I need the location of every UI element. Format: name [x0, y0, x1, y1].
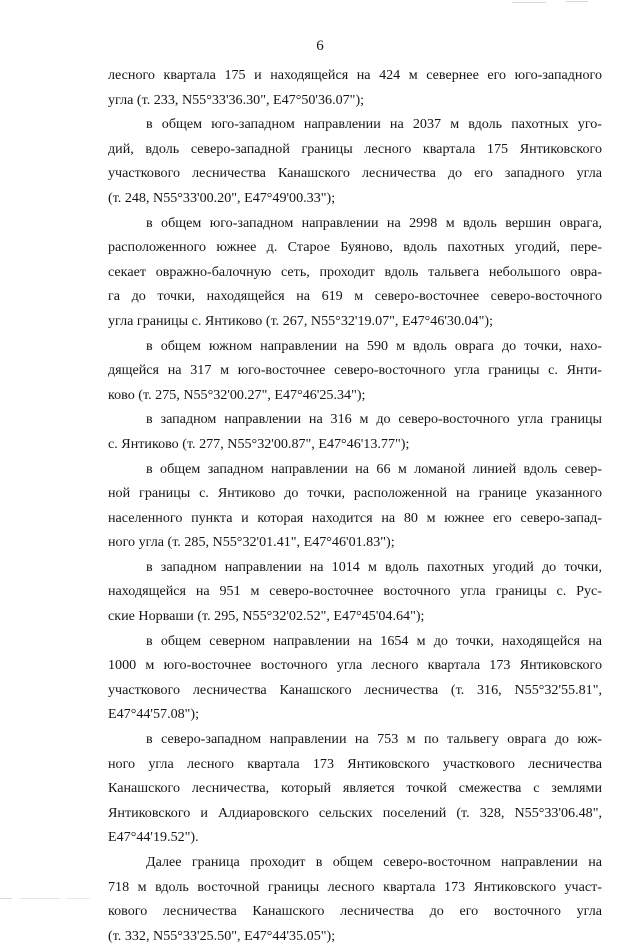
text-line: в западном направлении на 316 м до северо-восточного угла границы — [146, 411, 602, 428]
text-line: населенного пункта и которая находится на 80 м южнее его северо-запад- — [108, 509, 602, 526]
text-line: Янтиковского и Алдиаровского сельских поселений (т. 328, N55°33'06.48", — [108, 804, 602, 821]
text-line: дящейся на 317 м юго-восточнее северо-восточного угла границы с. Янти- — [108, 362, 602, 379]
text-line: E47°44'57.08"); — [108, 706, 200, 723]
text-line: в общем западном направлении на 66 м ломаной линией вдоль север- — [146, 460, 602, 477]
scan-artifact — [566, 1, 588, 2]
text-line: угла границы с. Янтиково (т. 267, N55°32'19.07", E47°46'30.04"); — [108, 312, 494, 329]
text-line: в общем южном направлении на 590 м вдоль оврага до точки, нахо- — [146, 337, 602, 354]
text-line: E47°44'19.52"). — [108, 829, 199, 846]
text-line: в общем юго-западном направлении на 2998 м вдоль вершин оврага, — [146, 214, 602, 231]
scan-artifact — [0, 898, 12, 899]
text-line: в северо-западном направлении на 753 м по тальвегу оврага до юж- — [146, 731, 602, 748]
text-line: (т. 248, N55°33'00.20", E47°49'00.33"); — [108, 189, 336, 206]
text-line: (т. 332, N55°33'25.50", E47°44'35.05"); — [108, 927, 336, 944]
text-line: лесного квартала 175 и находящейся на 424 м севернее его юго-западного — [108, 67, 602, 83]
text-line: 718 м вдоль восточной границы лесного квартала 173 Янтиковского участ- — [108, 878, 602, 895]
text-line: секает овражно-балочную сеть, проходит вдоль тальвега небольшого овра- — [108, 263, 602, 280]
text-line: ного угла (т. 285, N55°32'01.41", E47°46'01.83"); — [108, 534, 395, 551]
text-line: в общем северном направлении на 1654 м до точки, находящейся на — [146, 632, 602, 649]
text-line: га до точки, находящейся на 619 м северо-восточнее северо-восточного — [108, 288, 602, 305]
text-line: в общем юго-западном направлении на 2037 м вдоль пахотных уго- — [146, 116, 602, 133]
scan-artifact — [512, 2, 546, 3]
text-line: ково (т. 275, N55°32'00.27", E47°46'25.34"); — [108, 386, 366, 403]
text-line: находящейся на 951 м северо-восточнее восточного угла границы с. Рус- — [108, 583, 602, 600]
text-line: 1000 м юго-восточнее восточного угла лесного квартала 173 Янтиковского — [108, 657, 602, 674]
text-line: угла (т. 233, N55°33'36.30", E47°50'36.07"); — [108, 91, 365, 108]
scan-artifact — [20, 898, 60, 899]
text-line: расположенного южнее д. Старое Буяново, вдоль пахотных угодий, пере- — [108, 239, 602, 256]
page-number: 6 — [316, 38, 324, 54]
text-line: участкового лесничества Канашского лесничества до его западного угла — [108, 165, 602, 182]
scan-artifact — [66, 898, 90, 899]
text-line: ские Норваши (т. 295, N55°32'02.52", E47°45'04.64"); — [108, 608, 425, 625]
text-line: в западном направлении на 1014 м вдоль пахотных угодий до точки, — [146, 558, 602, 575]
text-line: Далее граница проходит в общем северо-восточном направлении на — [146, 854, 602, 870]
text-line: участкового лесничества Канашского лесничества (т. 316, N55°32'55.81", — [108, 681, 602, 698]
text-line: дий, вдоль северо-западной границы лесного квартала 175 Янтиковского — [108, 140, 602, 157]
body-text — [108, 63, 602, 948]
text-line: ной границы с. Янтиково до точки, расположенной на границе указанного — [108, 485, 602, 502]
text-line: кового лесничества Канашского лесничества до его восточного угла — [108, 903, 602, 920]
text-line: с. Янтиково (т. 277, N55°32'00.87", E47°46'13.77"); — [108, 435, 410, 452]
text-line: Канашского лесничества, который является точкой смежества с землями — [108, 780, 602, 797]
text-line: ного угла лесного квартала 173 Янтиковского участкового лесничества — [108, 755, 602, 772]
